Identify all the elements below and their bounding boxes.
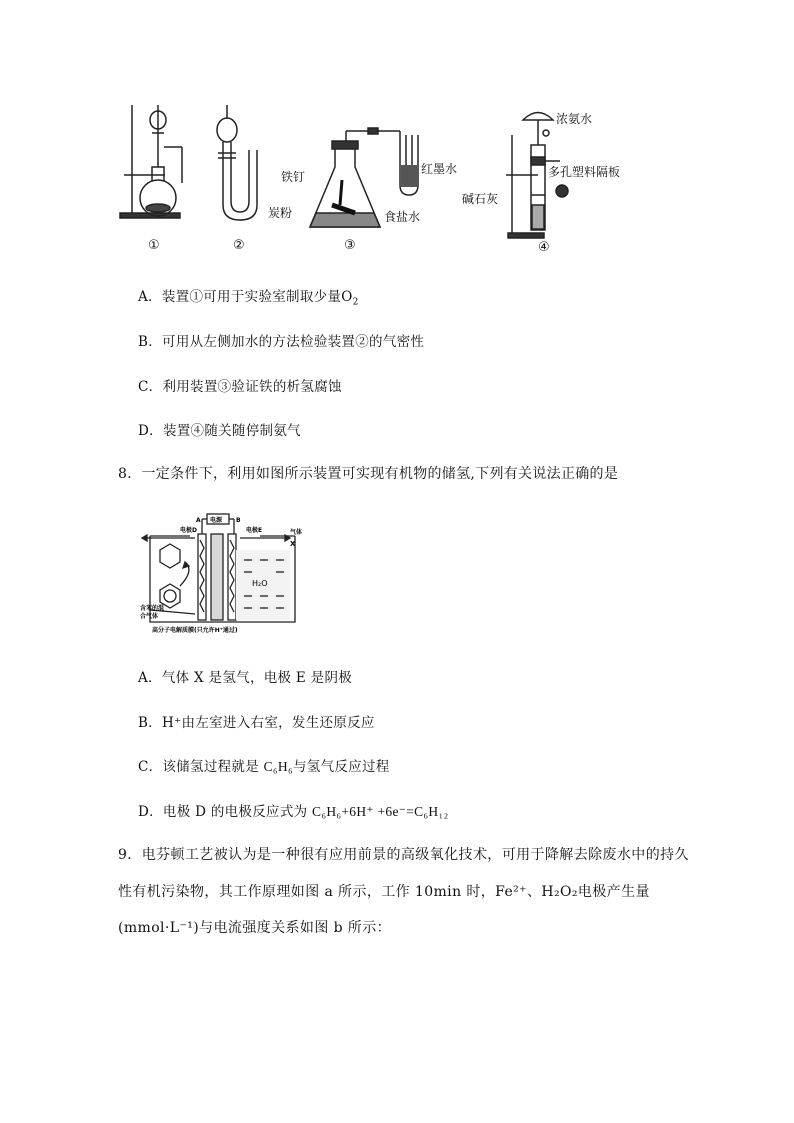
- svg-text:电极E: 电极E: [246, 527, 263, 534]
- q8-option-c: C．该储氢过程就是 C₆H₆与氢气反应过程: [138, 759, 390, 775]
- label-nail: 铁钉: [281, 170, 306, 184]
- apparatus-label-3: ③: [344, 238, 356, 253]
- q9-line-1: 9．电芬顿工艺被认为是一种很有应用前景的高级氧化技术，可用于降解去除废水中的持久: [118, 847, 689, 863]
- fig-power-label: 电源: [210, 517, 223, 524]
- q8-stem: 8．一定条件下，利用如图所示装置可实现有机物的储氢,下列有关说法正确的是: [118, 466, 619, 482]
- svg-text:高分子电解质膜(只允许H⁺通过): 高分子电解质膜(只允许H⁺通过): [152, 627, 238, 634]
- svg-text:B: B: [236, 517, 241, 524]
- apparatus-label-1: ①: [148, 238, 160, 253]
- q9-line-2: 性有机污染物，其工作原理如图 a 所示，工作 10min 时，Fe²⁺、H₂O₂电极产生量: [118, 884, 650, 900]
- q8-option-b: B．H⁺由左室进入右室，发生还原反应: [138, 715, 375, 731]
- label-red-ink: 红墨水: [421, 162, 458, 176]
- q7-option-c: C．利用装置③验证铁的析氢腐蚀: [138, 379, 342, 395]
- svg-text:X: X: [290, 540, 296, 548]
- electrolysis-figure: [140, 510, 315, 635]
- svg-text:合气体: 合气体: [140, 613, 159, 620]
- label-soda-lime: 碱石灰: [462, 192, 499, 206]
- label-carbon: 炭粉: [268, 206, 293, 220]
- q9-line-3: (mmol·L⁻¹)与电流强度关系如图 b 所示：: [118, 920, 391, 936]
- svg-text:A: A: [196, 517, 201, 524]
- q7-option-a: A．装置①可用于实验室制取少量$O_2$: [138, 289, 359, 308]
- apparatus-label-2: ②: [233, 238, 245, 253]
- label-brine: 食盐水: [384, 210, 421, 224]
- label-porous-plate: 多孔塑料隔板: [548, 165, 621, 179]
- svg-text:气体: 气体: [290, 529, 303, 536]
- svg-text:H₂O: H₂O: [252, 579, 268, 588]
- apparatus-1-flask: [120, 105, 182, 218]
- q7-option-b: B．可用从左侧加水的方法检验装置②的气密性: [138, 334, 425, 350]
- q7-option-d: D．装置④随关随停制氨气: [138, 423, 301, 439]
- apparatus-2-u-tube: [217, 105, 257, 220]
- label-conc-ammonia: 浓氨水: [556, 112, 593, 126]
- apparatus-label-4: ④: [538, 240, 550, 255]
- svg-text:电极D: 电极D: [180, 527, 197, 534]
- q8-option-a: A．气体 X 是氢气，电极 E 是阴极: [138, 670, 353, 686]
- svg-text:含苯的混: 含苯的混: [140, 605, 165, 612]
- q8-option-d: D．电极 D 的电极反应式为 C₆H₆+6H⁺ +6e⁻=C₆H₁₂: [138, 804, 449, 820]
